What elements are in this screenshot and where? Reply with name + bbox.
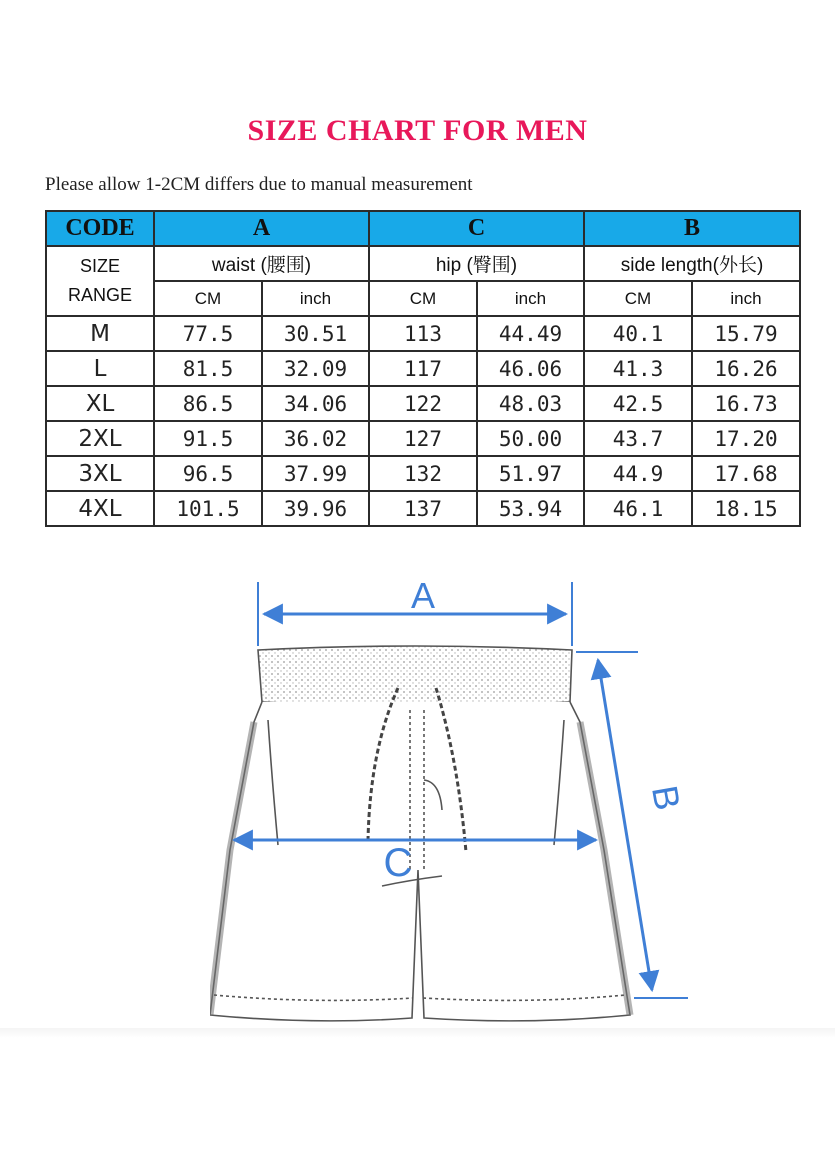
size-chart-table xyxy=(45,210,801,527)
value-cell: 16.26 xyxy=(692,351,800,386)
value-cell: 15.79 xyxy=(692,316,800,351)
measure-name-row xyxy=(46,246,800,281)
value-cell: 117 xyxy=(369,351,477,386)
shorts-body-outline xyxy=(210,702,630,1021)
measure-waist: waist (腰围) xyxy=(154,246,369,281)
table-row xyxy=(46,386,800,421)
value-cell: 40.1 xyxy=(584,316,692,351)
value-cell: 44.9 xyxy=(584,456,692,491)
value-cell: 16.73 xyxy=(692,386,800,421)
value-cell: 39.96 xyxy=(262,491,369,526)
unit-cell: inch xyxy=(477,281,584,316)
label-a: A xyxy=(410,575,436,616)
unit-cell: inch xyxy=(262,281,369,316)
unit-row xyxy=(46,281,800,316)
value-cell: 53.94 xyxy=(477,491,584,526)
value-cell: 137 xyxy=(369,491,477,526)
value-cell: 42.5 xyxy=(584,386,692,421)
value-cell: 50.00 xyxy=(477,421,584,456)
label-c: C xyxy=(383,841,413,885)
waistband xyxy=(258,646,572,706)
value-cell: 46.1 xyxy=(584,491,692,526)
value-cell: 48.03 xyxy=(477,386,584,421)
value-cell: 81.5 xyxy=(154,351,262,386)
unit-cell: CM xyxy=(154,281,262,316)
group-header-c: C xyxy=(369,211,584,246)
page-title: SIZE CHART FOR MEN xyxy=(247,114,588,147)
value-cell: 77.5 xyxy=(154,316,262,351)
table-row xyxy=(46,456,800,491)
group-header-a: A xyxy=(154,211,369,246)
table-row xyxy=(46,351,800,386)
value-cell: 113 xyxy=(369,316,477,351)
value-cell: 96.5 xyxy=(154,456,262,491)
value-cell: 17.68 xyxy=(692,456,800,491)
shorts-drawing xyxy=(210,646,630,1021)
shorts-measurement-diagram xyxy=(210,570,690,1040)
value-cell: 32.09 xyxy=(262,351,369,386)
size-cell: 3XL xyxy=(46,456,154,491)
value-cell: 37.99 xyxy=(262,456,369,491)
measure-side-length: side length(外长) xyxy=(584,246,800,281)
group-header-b: B xyxy=(584,211,800,246)
size-cell: L xyxy=(46,351,154,386)
label-b: B xyxy=(644,782,689,814)
size-cell: XL xyxy=(46,386,154,421)
value-cell: 44.49 xyxy=(477,316,584,351)
table-row xyxy=(46,316,800,351)
code-header: CODE xyxy=(46,211,154,246)
size-cell: M xyxy=(46,316,154,351)
unit-cell: CM xyxy=(584,281,692,316)
value-cell: 17.20 xyxy=(692,421,800,456)
value-cell: 127 xyxy=(369,421,477,456)
size-cell: 4XL xyxy=(46,491,154,526)
value-cell: 132 xyxy=(369,456,477,491)
value-cell: 34.06 xyxy=(262,386,369,421)
unit-cell: CM xyxy=(369,281,477,316)
value-cell: 41.3 xyxy=(584,351,692,386)
unit-cell: inch xyxy=(692,281,800,316)
size-range-line1: SIZE xyxy=(79,256,120,276)
value-cell: 51.97 xyxy=(477,456,584,491)
value-cell: 46.06 xyxy=(477,351,584,386)
header-row xyxy=(46,211,800,246)
size-range-label xyxy=(46,246,154,316)
measurement-note: Please allow 1-2CM differs due to manual measurement xyxy=(45,174,473,195)
bottom-shadow xyxy=(0,1028,835,1038)
size-range-line2: RANGE xyxy=(67,285,132,305)
measure-hip: hip (臀围) xyxy=(369,246,584,281)
value-cell: 43.7 xyxy=(584,421,692,456)
value-cell: 122 xyxy=(369,386,477,421)
value-cell: 91.5 xyxy=(154,421,262,456)
value-cell: 36.02 xyxy=(262,421,369,456)
table-row xyxy=(46,491,800,526)
value-cell: 30.51 xyxy=(262,316,369,351)
size-cell: 2XL xyxy=(46,421,154,456)
value-cell: 86.5 xyxy=(154,386,262,421)
table-row xyxy=(46,421,800,456)
value-cell: 101.5 xyxy=(154,491,262,526)
value-cell: 18.15 xyxy=(692,491,800,526)
